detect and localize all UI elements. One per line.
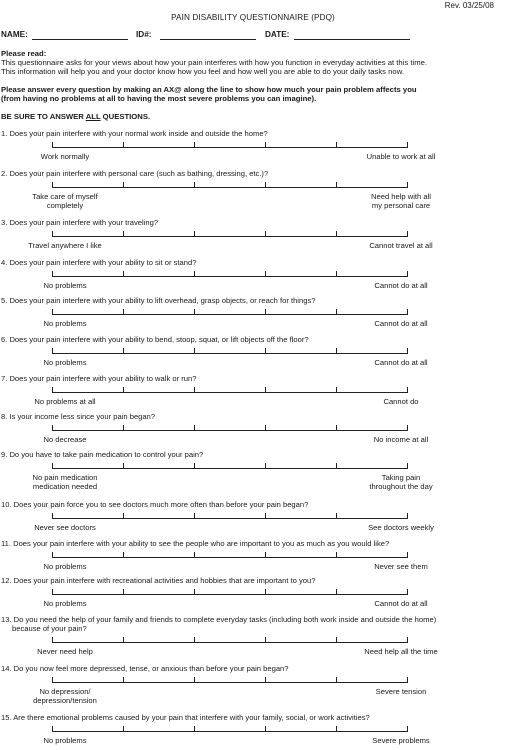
scale-right-anchor (346, 523, 456, 532)
anchor-line: No problems (43, 319, 87, 328)
anchor-line: Severe problems (372, 736, 430, 745)
scale-tick (265, 589, 266, 595)
anchor-line: Need help with all (371, 192, 431, 201)
name-label: NAME: (1, 30, 28, 39)
scale-tick (265, 387, 266, 393)
anchor-line: No problems (43, 281, 87, 290)
scale-tick (336, 463, 337, 469)
question-text: 6. Does your pain interfere with your ability to bend, stoop, squat, or lift objects off the floor? (1, 335, 309, 344)
id-field[interactable] (160, 39, 256, 40)
scale-tick (265, 513, 266, 519)
anchor-line: Never need help (37, 647, 93, 656)
question-text: 2. Does your pain interfere with personal care (such as bathing, dressing, etc.)? (1, 169, 269, 178)
scale-tick (123, 231, 124, 237)
anchor-line: No pain medication (32, 473, 98, 482)
scale-tick (52, 425, 53, 431)
scale-line (52, 353, 408, 354)
id-label: ID#: (136, 30, 152, 39)
scale-tick (52, 677, 53, 683)
answer-all-prefix: BE SURE TO ANSWER (1, 112, 86, 121)
scale-tick (52, 271, 53, 277)
scale-line (52, 236, 408, 237)
scale-right-anchor (346, 562, 456, 571)
scale-left-anchor (10, 397, 120, 406)
please-read-heading: Please read: (1, 49, 47, 58)
scale-right-anchor (346, 192, 456, 210)
scale-tick (194, 425, 195, 431)
anchor-line: Cannot do at all (374, 599, 428, 608)
scale-tick (52, 387, 53, 393)
scale-tick (336, 637, 337, 643)
revision-label: Rev. 03/25/08 (444, 1, 494, 10)
scale-tick (265, 425, 266, 431)
anchor-line: No problems (43, 358, 87, 367)
rating-scale[interactable] (52, 637, 408, 643)
scale-right-anchor (346, 358, 456, 367)
anchor-line: Taking pain (381, 473, 421, 482)
question-text: 10. Does your pain force you to see doctors much more often than before your pain began? (1, 500, 309, 509)
scale-line (52, 276, 408, 277)
anchor-line: Cannot do at all (374, 281, 428, 290)
scale-tick (123, 387, 124, 393)
scale-tick (265, 637, 266, 643)
anchor-line: Never see doctors (34, 523, 96, 532)
scale-tick (52, 348, 53, 354)
scale-tick (407, 142, 408, 148)
scale-line (52, 682, 408, 683)
name-field[interactable] (32, 39, 128, 40)
scale-tick (407, 677, 408, 683)
anchor-line: No problems (43, 599, 87, 608)
scale-tick (336, 677, 337, 683)
scale-tick (407, 271, 408, 277)
anchor-line: depression/tension (33, 696, 97, 705)
anchor-line: No problems (43, 736, 87, 745)
scale-right-anchor (346, 599, 456, 608)
scale-right-anchor (346, 397, 456, 406)
scale-tick (194, 271, 195, 277)
anchor-line: Work normally (40, 152, 90, 161)
intro-line-2: This information will help you and your doctor know how you feel and how well you are able to do your daily tasks now. (1, 67, 404, 76)
scale-line (52, 642, 408, 643)
anchor-line: See doctors weekly (368, 523, 434, 532)
anchor-line: No depression/ (39, 687, 91, 696)
anchor-line: No decrease (43, 435, 87, 444)
anchor-line: Take care of myself (32, 192, 98, 201)
question-text: 7. Does your pain interfere with your ability to walk or run? (1, 374, 197, 383)
scale-right-anchor (346, 435, 456, 444)
scale-tick (336, 231, 337, 237)
anchor-line: completely (46, 201, 84, 210)
question-text: 8. Is your income less since your pain began? (1, 412, 156, 421)
scale-line (52, 392, 408, 393)
scale-tick (407, 231, 408, 237)
rating-scale[interactable] (52, 726, 408, 732)
rating-scale[interactable] (52, 182, 408, 188)
scale-tick (194, 552, 195, 558)
scale-tick (336, 309, 337, 315)
scale-tick (123, 271, 124, 277)
scale-tick (194, 637, 195, 643)
anchor-line: No problems (43, 562, 87, 571)
scale-tick (407, 552, 408, 558)
scale-tick (194, 513, 195, 519)
scale-right-anchor (346, 687, 456, 696)
scale-tick (194, 387, 195, 393)
scale-tick (52, 637, 53, 643)
anchor-line: Cannot travel at all (369, 241, 433, 250)
scale-tick (194, 726, 195, 732)
scale-left-anchor (10, 358, 120, 367)
rating-scale[interactable] (52, 271, 408, 277)
scale-tick (265, 726, 266, 732)
answer-all-heading (1, 112, 150, 122)
anchor-line: throughout the day (369, 482, 433, 491)
anchor-line: medication needed (32, 482, 98, 491)
scale-tick (52, 513, 53, 519)
rating-scale[interactable] (52, 589, 408, 595)
scale-tick (194, 348, 195, 354)
scale-tick (194, 182, 195, 188)
anchor-line: Never see them (374, 562, 428, 571)
scale-tick (123, 637, 124, 643)
anchor-line: Travel anywhere I like (28, 241, 102, 250)
scale-line (52, 187, 408, 188)
scale-left-anchor (10, 319, 120, 328)
scale-tick (265, 182, 266, 188)
scale-left-anchor (10, 152, 120, 161)
scale-left-anchor (10, 435, 120, 444)
question-text: 3. Does your pain interfere with your traveling? (1, 218, 159, 227)
scale-left-anchor (10, 647, 120, 656)
scale-left-anchor (10, 473, 120, 491)
anchor-line: Cannot do at all (374, 319, 428, 328)
answer-all-suffix: QUESTIONS. (100, 112, 151, 121)
rating-scale[interactable] (52, 142, 408, 148)
scale-tick (265, 142, 266, 148)
patient-fields (0, 30, 506, 42)
question-text: 9. Do you have to take pain medication to control your pain? (1, 450, 204, 459)
instruction-line-2: (from having no problems at all to having the most severe problems you can imagine). (1, 94, 317, 103)
scale-right-anchor (346, 736, 456, 745)
scale-tick (123, 552, 124, 558)
scale-tick (407, 425, 408, 431)
scale-tick (194, 309, 195, 315)
scale-tick (194, 677, 195, 683)
scale-tick (194, 231, 195, 237)
question-text: 11. Does your pain interfere with your ability to see the people who are important to you as much as you would like? (1, 539, 390, 548)
scale-tick (123, 589, 124, 595)
scale-left-anchor (10, 687, 120, 705)
scale-tick (123, 726, 124, 732)
scale-tick (52, 589, 53, 595)
rating-scale[interactable] (52, 387, 408, 393)
scale-tick (265, 677, 266, 683)
scale-tick (194, 142, 195, 148)
question-text: 4. Does your pain interfere with your ability to sit or stand? (1, 258, 197, 267)
date-label: DATE: (265, 30, 290, 39)
question-text: 1. Does your pain interfere with your normal work inside and outside the home? (1, 129, 268, 138)
scale-line (52, 731, 408, 732)
scale-tick (123, 182, 124, 188)
scale-tick (123, 463, 124, 469)
scale-right-anchor (346, 319, 456, 328)
scale-tick (407, 726, 408, 732)
rating-scale[interactable] (52, 309, 408, 315)
scale-tick (123, 142, 124, 148)
scale-tick (407, 637, 408, 643)
scale-tick (123, 309, 124, 315)
anchor-line: Unable to work at all (366, 152, 436, 161)
scale-right-anchor (346, 281, 456, 290)
instruction-line-1: Please answer every question by making an AX@ along the line to show how much your pain problem affects you (1, 85, 417, 94)
rating-scale[interactable] (52, 552, 408, 558)
scale-tick (265, 309, 266, 315)
rating-scale[interactable] (52, 231, 408, 237)
scale-tick (265, 463, 266, 469)
scale-tick (265, 271, 266, 277)
question-text: 5. Does your pain interfere with your ability to lift overhead, grasp objects, or reach for things? (1, 296, 316, 305)
scale-tick (265, 552, 266, 558)
question-text: 15. Are there emotional problems caused by your pain that interfere with your family, social, or work activities? (1, 713, 370, 722)
scale-tick (336, 589, 337, 595)
anchor-line: No income at all (373, 435, 429, 444)
scale-line (52, 430, 408, 431)
anchor-line: Need help all the time (364, 647, 438, 656)
scale-tick (336, 552, 337, 558)
scale-tick (123, 425, 124, 431)
scale-line (52, 557, 408, 558)
scale-tick (407, 513, 408, 519)
page-title: PAIN DISABILITY QUESTIONNAIRE (PDQ) (171, 13, 335, 22)
scale-left-anchor (10, 192, 120, 210)
scale-right-anchor (346, 152, 456, 161)
scale-line (52, 468, 408, 469)
scale-left-anchor (10, 599, 120, 608)
answer-all-emphasis: ALL (85, 112, 101, 121)
date-field[interactable] (294, 39, 410, 40)
rating-scale[interactable] (52, 677, 408, 683)
scale-tick (194, 463, 195, 469)
scale-tick (52, 142, 53, 148)
anchor-line: Severe tension (375, 687, 427, 696)
scale-tick (265, 348, 266, 354)
scale-line (52, 518, 408, 519)
anchor-line: Cannot do at all (374, 358, 428, 367)
scale-tick (52, 231, 53, 237)
scale-tick (407, 348, 408, 354)
scale-tick (407, 182, 408, 188)
scale-tick (407, 589, 408, 595)
scale-tick (336, 387, 337, 393)
question-text: 13. Do you need the help of your family and friends to complete everyday tasks (including both work inside and outside the home) (1, 615, 437, 624)
scale-tick (265, 231, 266, 237)
scale-tick (52, 309, 53, 315)
scale-tick (123, 348, 124, 354)
scale-tick (52, 182, 53, 188)
scale-tick (336, 513, 337, 519)
rating-scale[interactable] (52, 425, 408, 431)
scale-left-anchor (10, 281, 120, 290)
scale-tick (336, 425, 337, 431)
anchor-line: my personal care (371, 201, 431, 210)
anchor-line: No problems at all (34, 397, 96, 406)
scale-right-anchor (346, 647, 456, 656)
scale-left-anchor (10, 523, 120, 532)
scale-tick (123, 677, 124, 683)
scale-tick (336, 142, 337, 148)
rating-scale[interactable] (52, 348, 408, 354)
scale-tick (52, 552, 53, 558)
question-text: 12. Does your pain interfere with recreational activities and hobbies that are important to you? (1, 576, 316, 585)
scale-tick (52, 726, 53, 732)
scale-tick (336, 726, 337, 732)
scale-left-anchor (10, 241, 120, 250)
anchor-line: Cannot do (383, 397, 419, 406)
scale-right-anchor (346, 241, 456, 250)
scale-tick (336, 182, 337, 188)
question-text-continued: because of your pain? (12, 624, 87, 633)
intro-line-1: This questionnaire asks for your views about how your pain interferes with how you function in everyday activities at this time. (1, 58, 428, 67)
scale-tick (194, 589, 195, 595)
scale-tick (336, 271, 337, 277)
scale-left-anchor (10, 562, 120, 571)
rating-scale[interactable] (52, 513, 408, 519)
scale-line (52, 147, 408, 148)
scale-tick (123, 513, 124, 519)
question-text: 14. Do you now feel more depressed, tense, or anxious than before your pain began? (1, 664, 289, 673)
scale-line (52, 594, 408, 595)
scale-tick (407, 387, 408, 393)
scale-tick (52, 463, 53, 469)
scale-left-anchor (10, 736, 120, 745)
scale-line (52, 314, 408, 315)
rating-scale[interactable] (52, 463, 408, 469)
scale-tick (407, 309, 408, 315)
scale-tick (336, 348, 337, 354)
scale-right-anchor (346, 473, 456, 491)
scale-tick (407, 463, 408, 469)
